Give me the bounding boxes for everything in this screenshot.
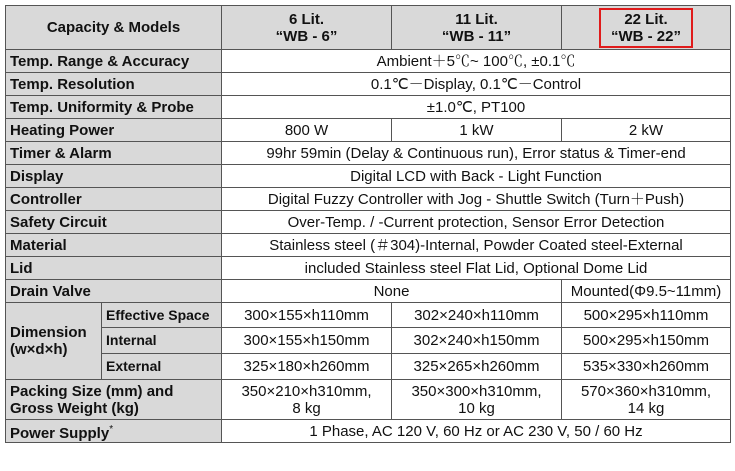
- capacity-11: 11 Lit.: [455, 10, 498, 28]
- power-supply-value: 1 Phase, AC 120 V, 60 Hz or AC 230 V, 50 / 60 Hz: [222, 420, 731, 443]
- heating-power-wb22: 2 kW: [562, 119, 731, 142]
- capacity-models-label: Capacity & Models: [6, 6, 222, 50]
- row-packing: [6, 380, 731, 420]
- power-supply-footnote-mark: *: [109, 423, 114, 435]
- heating-power-wb6: 800 W: [222, 119, 392, 142]
- model-wb6: “WB - 6”: [275, 27, 338, 45]
- packing-label: [6, 380, 222, 420]
- row-dimension-internal: [6, 328, 731, 354]
- model-header-wb11: [392, 6, 562, 50]
- effective-wb11: 302×240×h110mm: [392, 303, 562, 328]
- capacity-22: 22 Lit.: [624, 10, 668, 28]
- row-drain: [6, 280, 731, 303]
- temp-uniformity-label: Temp. Uniformity & Probe: [6, 96, 222, 119]
- row-temp-range: [6, 50, 731, 73]
- external-label: External: [102, 354, 222, 380]
- external-wb6: 325×180×h260mm: [222, 354, 392, 380]
- drain-value-common: None: [222, 280, 562, 303]
- row-material: [6, 234, 731, 257]
- temp-uniformity-value: ±1.0℃, PT100: [222, 96, 731, 119]
- timer-alarm-value: 99hr 59min (Delay & Continuous run), Error status & Timer-end: [222, 142, 731, 165]
- row-controller: [6, 188, 731, 211]
- power-supply-label-text: Power Supply: [10, 424, 110, 442]
- packing-wb22: [562, 380, 731, 420]
- row-power-supply: [6, 420, 731, 443]
- packing-size-wb22: 570×360×h310mm,: [580, 382, 712, 400]
- controller-value: Digital Fuzzy Controller with Jog - Shuttle Switch (Turn＋Push): [222, 188, 731, 211]
- internal-wb6: 300×155×h150mm: [222, 328, 392, 354]
- material-value: Stainless steel (＃304)-Internal, Powder Coated steel-External: [222, 234, 731, 257]
- model-wb11: “WB - 11”: [441, 27, 512, 45]
- heating-power-label: Heating Power: [6, 119, 222, 142]
- dimension-label-line1: Dimension: [10, 324, 87, 341]
- external-wb11: 325×265×h260mm: [392, 354, 562, 380]
- model-header-wb6: [222, 6, 392, 50]
- safety-value: Over-Temp. / -Current protection, Sensor Error Detection: [222, 211, 731, 234]
- header-row: [6, 6, 731, 50]
- material-label: Material: [6, 234, 222, 257]
- temp-range-value: Ambient＋5℃~ 100℃, ±0.1℃: [222, 50, 731, 73]
- packing-size-wb11: 350×300×h310mm,: [411, 382, 542, 400]
- effective-wb22: 500×295×h110mm: [562, 303, 731, 328]
- external-wb22: 535×330×h260mm: [562, 354, 731, 380]
- row-lid: [6, 257, 731, 280]
- spec-table: [5, 5, 731, 443]
- model-wb22: “WB - 22”: [610, 27, 681, 45]
- lid-label: Lid: [6, 257, 222, 280]
- packing-label-line1: Packing Size (mm) and: [10, 382, 174, 400]
- drain-label: Drain Valve: [6, 280, 222, 303]
- drain-value-wb22: Mounted(Φ9.5~11mm): [562, 280, 731, 303]
- packing-wb11: [392, 380, 562, 420]
- packing-wb6: [222, 380, 392, 420]
- temp-resolution-label: Temp. Resolution: [6, 73, 222, 96]
- row-safety: [6, 211, 731, 234]
- row-dimension-effective: [6, 303, 731, 328]
- effective-wb6: 300×155×h110mm: [222, 303, 392, 328]
- row-timer-alarm: [6, 142, 731, 165]
- lid-value: included Stainless steel Flat Lid, Optional Dome Lid: [222, 257, 731, 280]
- power-supply-label: [6, 420, 222, 443]
- packing-size-wb6: 350×210×h310mm,: [241, 382, 372, 400]
- row-temp-resolution: [6, 73, 731, 96]
- display-value: Digital LCD with Back - Light Function: [222, 165, 731, 188]
- row-display: [6, 165, 731, 188]
- internal-label: Internal: [102, 328, 222, 354]
- row-heating-power: [6, 119, 731, 142]
- capacity-6: 6 Lit.: [288, 10, 324, 28]
- packing-weight-wb22: 14 kg: [627, 399, 665, 417]
- safety-label: Safety Circuit: [6, 211, 222, 234]
- internal-wb22: 500×295×h150mm: [562, 328, 731, 354]
- highlight-box: [599, 8, 693, 48]
- dimension-label-line2: (w×d×h): [10, 341, 68, 358]
- effective-space-label: Effective Space: [102, 303, 222, 328]
- row-dimension-external: [6, 354, 731, 380]
- controller-label: Controller: [6, 188, 222, 211]
- temp-range-label: Temp. Range & Accuracy: [6, 50, 222, 73]
- temp-resolution-value: 0.1℃－Display, 0.1℃－Control: [222, 73, 731, 96]
- internal-wb11: 302×240×h150mm: [392, 328, 562, 354]
- dimension-label: [6, 303, 102, 380]
- timer-alarm-label: Timer & Alarm: [6, 142, 222, 165]
- model-header-wb22: [562, 6, 731, 50]
- packing-weight-wb6: 8 kg: [292, 399, 321, 417]
- packing-weight-wb11: 10 kg: [458, 399, 495, 417]
- row-temp-uniformity: [6, 96, 731, 119]
- display-label: Display: [6, 165, 222, 188]
- heating-power-wb11: 1 kW: [392, 119, 562, 142]
- packing-label-line2: Gross Weight (kg): [10, 399, 139, 417]
